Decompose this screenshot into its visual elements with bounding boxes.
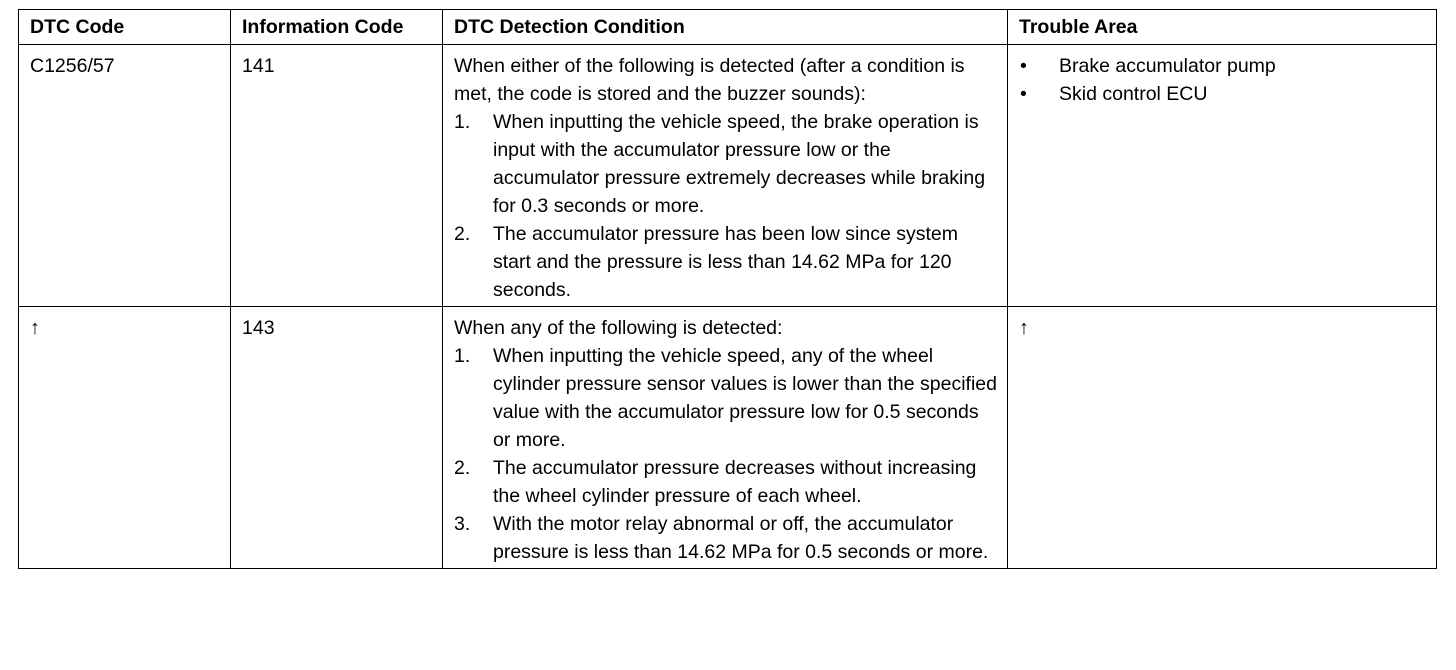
header-detection-condition: DTC Detection Condition bbox=[443, 10, 1008, 45]
step-text: When inputting the vehicle speed, any of the wheel cylinder pressure sensor values is lower than the specified value with the accumulator pressure low for 0.5 seconds or more. bbox=[493, 345, 998, 451]
dtc-table bbox=[18, 9, 1437, 569]
cell-detection-condition bbox=[443, 45, 1008, 307]
condition-steps bbox=[454, 342, 997, 566]
table-header-row bbox=[19, 10, 1437, 45]
same-as-above-arrow-icon: ↑ bbox=[30, 317, 40, 339]
trouble-area-item bbox=[1019, 52, 1426, 80]
condition-steps bbox=[454, 108, 997, 304]
condition-step bbox=[454, 454, 997, 510]
trouble-area-text: Brake accumulator pump bbox=[1059, 55, 1276, 77]
condition-step bbox=[454, 108, 997, 220]
header-dtc-code: DTC Code bbox=[19, 10, 231, 45]
header-information-code: Information Code bbox=[231, 10, 443, 45]
condition-step bbox=[454, 342, 997, 454]
same-as-above-arrow-icon: ↑ bbox=[1019, 317, 1029, 339]
cell-dtc-code: C1256/57 bbox=[19, 45, 231, 307]
cell-trouble-area bbox=[1008, 45, 1437, 307]
step-number: 2. bbox=[454, 223, 471, 245]
cell-trouble-area bbox=[1008, 307, 1437, 569]
table-row bbox=[19, 45, 1437, 307]
trouble-area-text: Skid control ECU bbox=[1059, 83, 1208, 105]
trouble-area-item bbox=[1019, 80, 1426, 108]
condition-step bbox=[454, 220, 997, 304]
table-row bbox=[19, 307, 1437, 569]
cell-dtc-code bbox=[19, 307, 231, 569]
step-text: With the motor relay abnormal or off, the accumulator pressure is less than 14.62 MPa for 0.5 seconds or more. bbox=[493, 513, 989, 563]
trouble-area-list bbox=[1019, 52, 1426, 108]
step-number: 3. bbox=[454, 513, 471, 535]
step-text: The accumulator pressure has been low since system start and the pressure is less than 14.62 MPa for 120 seconds. bbox=[493, 223, 958, 301]
condition-step bbox=[454, 510, 997, 566]
condition-intro: When either of the following is detected (after a condition is met, the code is stored and the buzzer sounds): bbox=[454, 55, 965, 105]
header-trouble-area: Trouble Area bbox=[1008, 10, 1437, 45]
step-number: 1. bbox=[454, 111, 471, 133]
cell-information-code: 141 bbox=[231, 45, 443, 307]
step-number: 1. bbox=[454, 345, 471, 367]
cell-detection-condition bbox=[443, 307, 1008, 569]
bullet-icon: • bbox=[1020, 83, 1027, 105]
bullet-icon: • bbox=[1020, 55, 1027, 77]
cell-information-code: 143 bbox=[231, 307, 443, 569]
step-text: When inputting the vehicle speed, the brake operation is input with the accumulator pressure low or the accumulator pressure extremely decreases while braking for 0.3 seconds or more. bbox=[493, 111, 986, 217]
step-number: 2. bbox=[454, 457, 471, 479]
step-text: The accumulator pressure decreases without increasing the wheel cylinder pressure of each wheel. bbox=[493, 457, 977, 507]
condition-intro: When any of the following is detected: bbox=[454, 317, 783, 339]
